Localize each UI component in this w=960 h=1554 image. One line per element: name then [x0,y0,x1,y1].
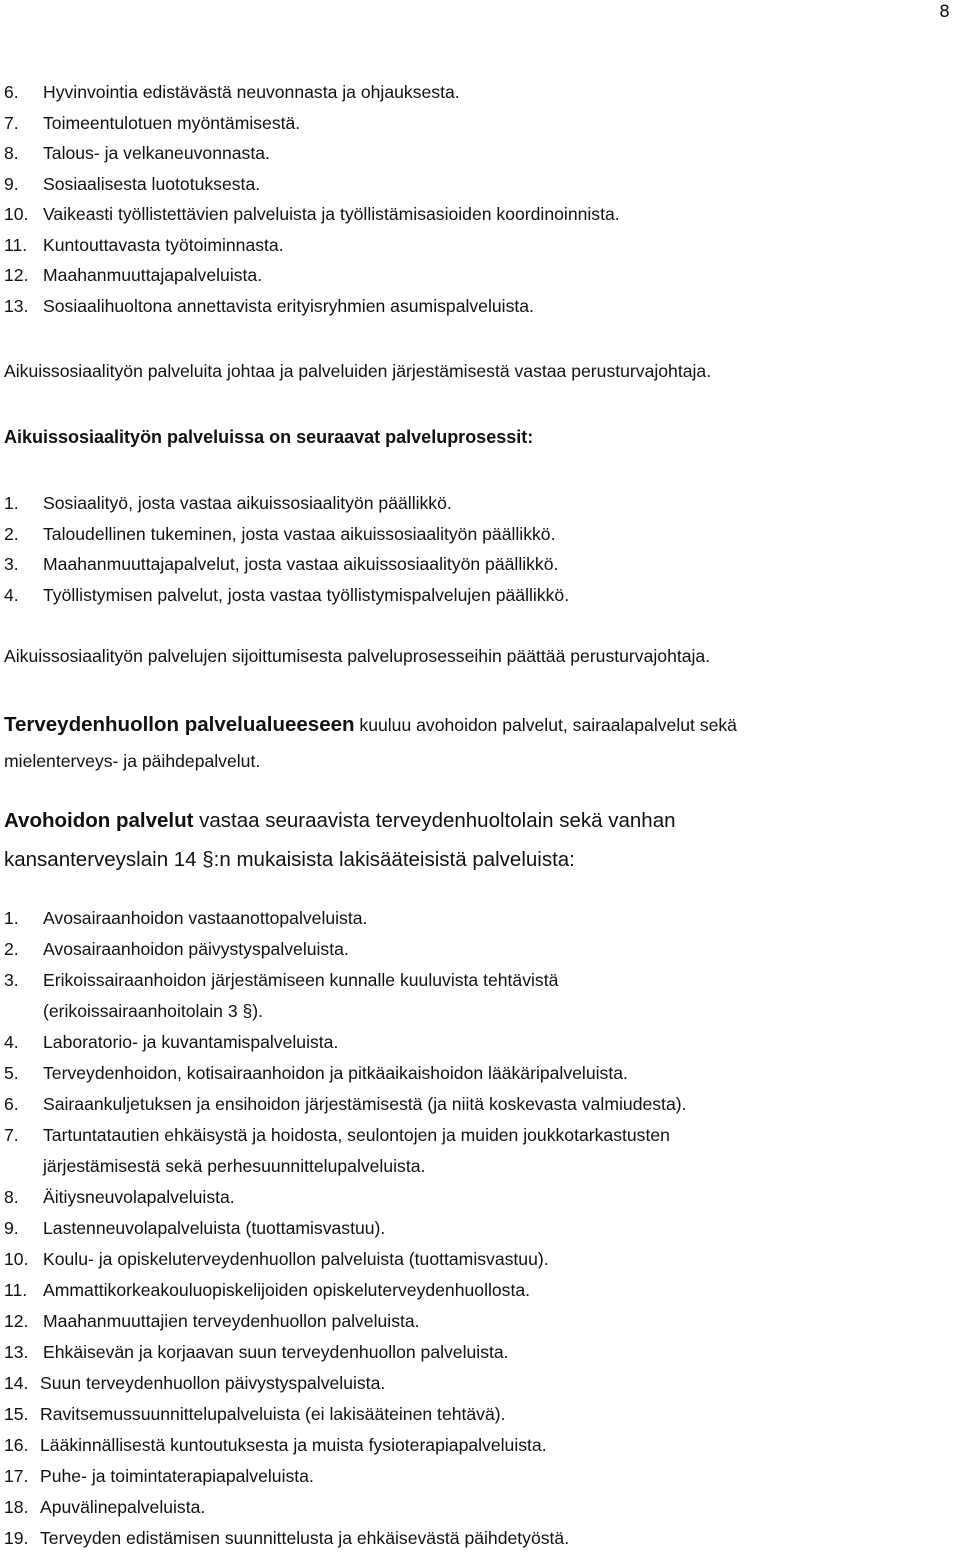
list-item-text: Kuntouttavasta työtoiminnasta. [43,234,284,255]
list-item-text: Ehkäisevän ja korjaavan suun terveydenhuollon palveluista. [43,1342,509,1362]
list-item-text: Äitiysneuvolapalveluista. [43,1187,235,1207]
list-item [0,260,620,291]
list-item-text: Puhe- ja toimintaterapiapalveluista. [40,1466,314,1486]
list-item [0,1461,686,1492]
list-item [0,1244,686,1275]
list-item [0,138,620,169]
list-item-text: Avosairaanhoidon vastaanottopalveluista. [43,908,368,928]
list-item [0,1523,686,1554]
list-item [0,1089,686,1120]
list-item [0,1337,686,1368]
list-item [0,1058,686,1089]
list-item-number: 6. [4,82,19,102]
list-item [0,580,569,611]
list-item [0,549,569,580]
list-item [0,1399,686,1430]
list-item-number: 10. [4,204,29,224]
list-item-number: 8. [4,143,19,163]
list-item [0,1120,686,1182]
list-item [0,199,620,230]
paragraph-text: vastaa seuraavista terveydenhuoltolain sekä vanhan [193,809,676,832]
list-item-number: 7. [4,112,19,133]
list-item-number: 4. [4,584,19,605]
list-item-text-continued: (erikoissairaanhoitolain 3 §). [43,1001,264,1021]
emphasis: Avohoidon palvelut [4,809,194,832]
list-item-text: Koulu- ja opiskeluterveydenhuollon palveluista (tuottamisvastuu). [43,1249,549,1269]
list-item-number: 13. [4,295,29,316]
paragraph: Aikuissosiaalityön palveluita johtaa ja palveluiden järjestämisestä vastaa perusturvajohtaja. [4,361,712,381]
list-item [0,488,569,519]
list-item-number: 12. [4,1311,29,1331]
list-item-number: 2. [4,939,19,959]
list-item-text: Taloudellinen tukeminen, josta vastaa aikuissosiaalityön päällikkö. [43,523,556,544]
list-item-text: Lastenneuvolapalveluista (tuottamisvastuu). [43,1218,386,1238]
list-item-number: 10. [4,1249,29,1269]
list-item [0,291,620,322]
list-item-number: 5. [4,1063,19,1083]
list-item [0,1275,686,1306]
list-item-number: 11. [4,1280,28,1300]
list-item-number: 17. [4,1466,29,1486]
list-item-number: 13. [4,1342,29,1362]
list-item-number: 18. [4,1497,29,1517]
paragraph: Aikuissosiaalityön palvelujen sijoittumisesta palveluprosesseihin päättää perusturvajohtaja. [4,646,711,666]
list-outpatient-services [0,903,686,1554]
paragraph-text: kuuluu avohoidon palvelut, sairaalapalvelut sekä [354,715,737,735]
list-item-number: 6. [4,1094,19,1114]
list-item-text: Maahanmuuttajapalveluista. [43,265,263,285]
list-item [0,1306,686,1337]
list-item-text: Terveyden edistämisen suunnittelusta ja ehkäisevästä päihdetyöstä. [40,1528,570,1548]
list-item [0,519,569,550]
list-item-text: Työllistymisen palvelut, josta vastaa työllistymispalvelujen päällikkö. [43,584,570,605]
list-item-text: Ammattikorkeakouluopiskelijoiden opiskeluterveydenhuollosta. [43,1280,531,1300]
paragraph-text: kansanterveyslain 14 §:n mukaisista lakisääteisistä palveluista: [4,848,575,871]
list-item-number: 11. [4,234,28,255]
list-item [0,1182,686,1213]
list-item [0,230,620,261]
list-processes [0,488,569,610]
list-item-text: Vaikeasti työllistettävien palveluista ja työllistämisasioiden koordinoinnista. [43,204,620,224]
list-item-number: 3. [4,970,19,990]
list-item-number: 3. [4,554,19,574]
list-item-number: 4. [4,1032,19,1052]
list-item-text: Terveydenhoidon, kotisairaanhoidon ja pitkäaikaishoidon lääkäripalveluista. [43,1063,628,1083]
list-item-number: 15. [4,1404,29,1424]
list-item-text: Maahanmuuttajapalvelut, josta vastaa aikuissosiaalityön päällikkö. [43,554,559,574]
list-item-text: Lääkinnällisestä kuntoutuksesta ja muista fysioterapiapalveluista. [40,1435,547,1455]
list-item-text: Sosiaalityö, josta vastaa aikuissosiaalityön päällikkö. [43,493,452,513]
list-item [0,965,686,1027]
list-item [0,1430,686,1461]
paragraph-outpatient [4,801,676,879]
list-item-text: Toimeentulotuen myöntämisestä. [43,112,301,133]
list-item [0,1492,686,1523]
list-item-number: 14. [4,1373,29,1393]
list-item-text: Tartuntatautien ehkäisystä ja hoidosta, seulontojen ja muiden joukkotarkastusten [43,1125,670,1145]
list-item [0,77,620,108]
list-item-text: Maahanmuuttajien terveydenhuollon palveluista. [43,1311,420,1331]
list-item-number: 8. [4,1187,19,1207]
list-item [0,1213,686,1244]
list-item [0,934,686,965]
list-item [0,903,686,934]
list-item-number: 9. [4,1218,19,1238]
list-services-a [0,77,620,321]
list-item-text: Sosiaalihuoltona annettavista erityisryhmien asumispalveluista. [43,295,534,316]
list-item-number: 2. [4,523,19,544]
list-item [0,108,620,139]
list-item [0,1027,686,1058]
page-number: 8 [939,2,950,22]
paragraph-text: mielenterveys- ja päihdepalvelut. [4,751,261,771]
list-item-number: 12. [4,265,29,285]
list-item-text: Apuvälinepalveluista. [40,1497,206,1517]
list-item-number: 1. [4,493,19,513]
list-item [0,169,620,200]
list-item-text: Ravitsemussuunnittelupalveluista (ei lakisääteinen tehtävä). [40,1404,506,1424]
list-item-text: Talous- ja velkaneuvonnasta. [43,143,270,163]
list-item-text: Laboratorio- ja kuvantamispalveluista. [43,1032,339,1052]
list-item-text: Hyvinvointia edistävästä neuvonnasta ja ohjauksesta. [43,82,460,102]
list-item-number: 16. [4,1435,29,1455]
list-item [0,1368,686,1399]
paragraph-healthcare [4,707,737,779]
list-item-text: Sairaankuljetuksen ja ensihoidon järjestämisestä (ja niitä koskevasta valmiudesta). [43,1094,687,1114]
emphasis: Terveydenhuollon palvelualueeseen [4,713,355,736]
list-item-number: 19. [4,1528,29,1548]
list-item-text: Erikoissairaanhoidon järjestämiseen kunnalle kuuluvista tehtävistä [43,970,559,990]
list-item-number: 1. [4,908,19,928]
list-item-text: Suun terveydenhuollon päivystyspalveluista. [40,1373,386,1393]
section-heading: Aikuissosiaalityön palveluissa on seuraavat palveluprosessit: [4,427,534,447]
list-item-text: Sosiaalisesta luototuksesta. [43,173,261,194]
list-item-number: 7. [4,1125,19,1145]
list-item-text: Avosairaanhoidon päivystyspalveluista. [43,939,349,959]
list-item-text-continued: järjestämisestä sekä perhesuunnittelupalveluista. [43,1156,426,1176]
list-item-number: 9. [4,173,19,194]
